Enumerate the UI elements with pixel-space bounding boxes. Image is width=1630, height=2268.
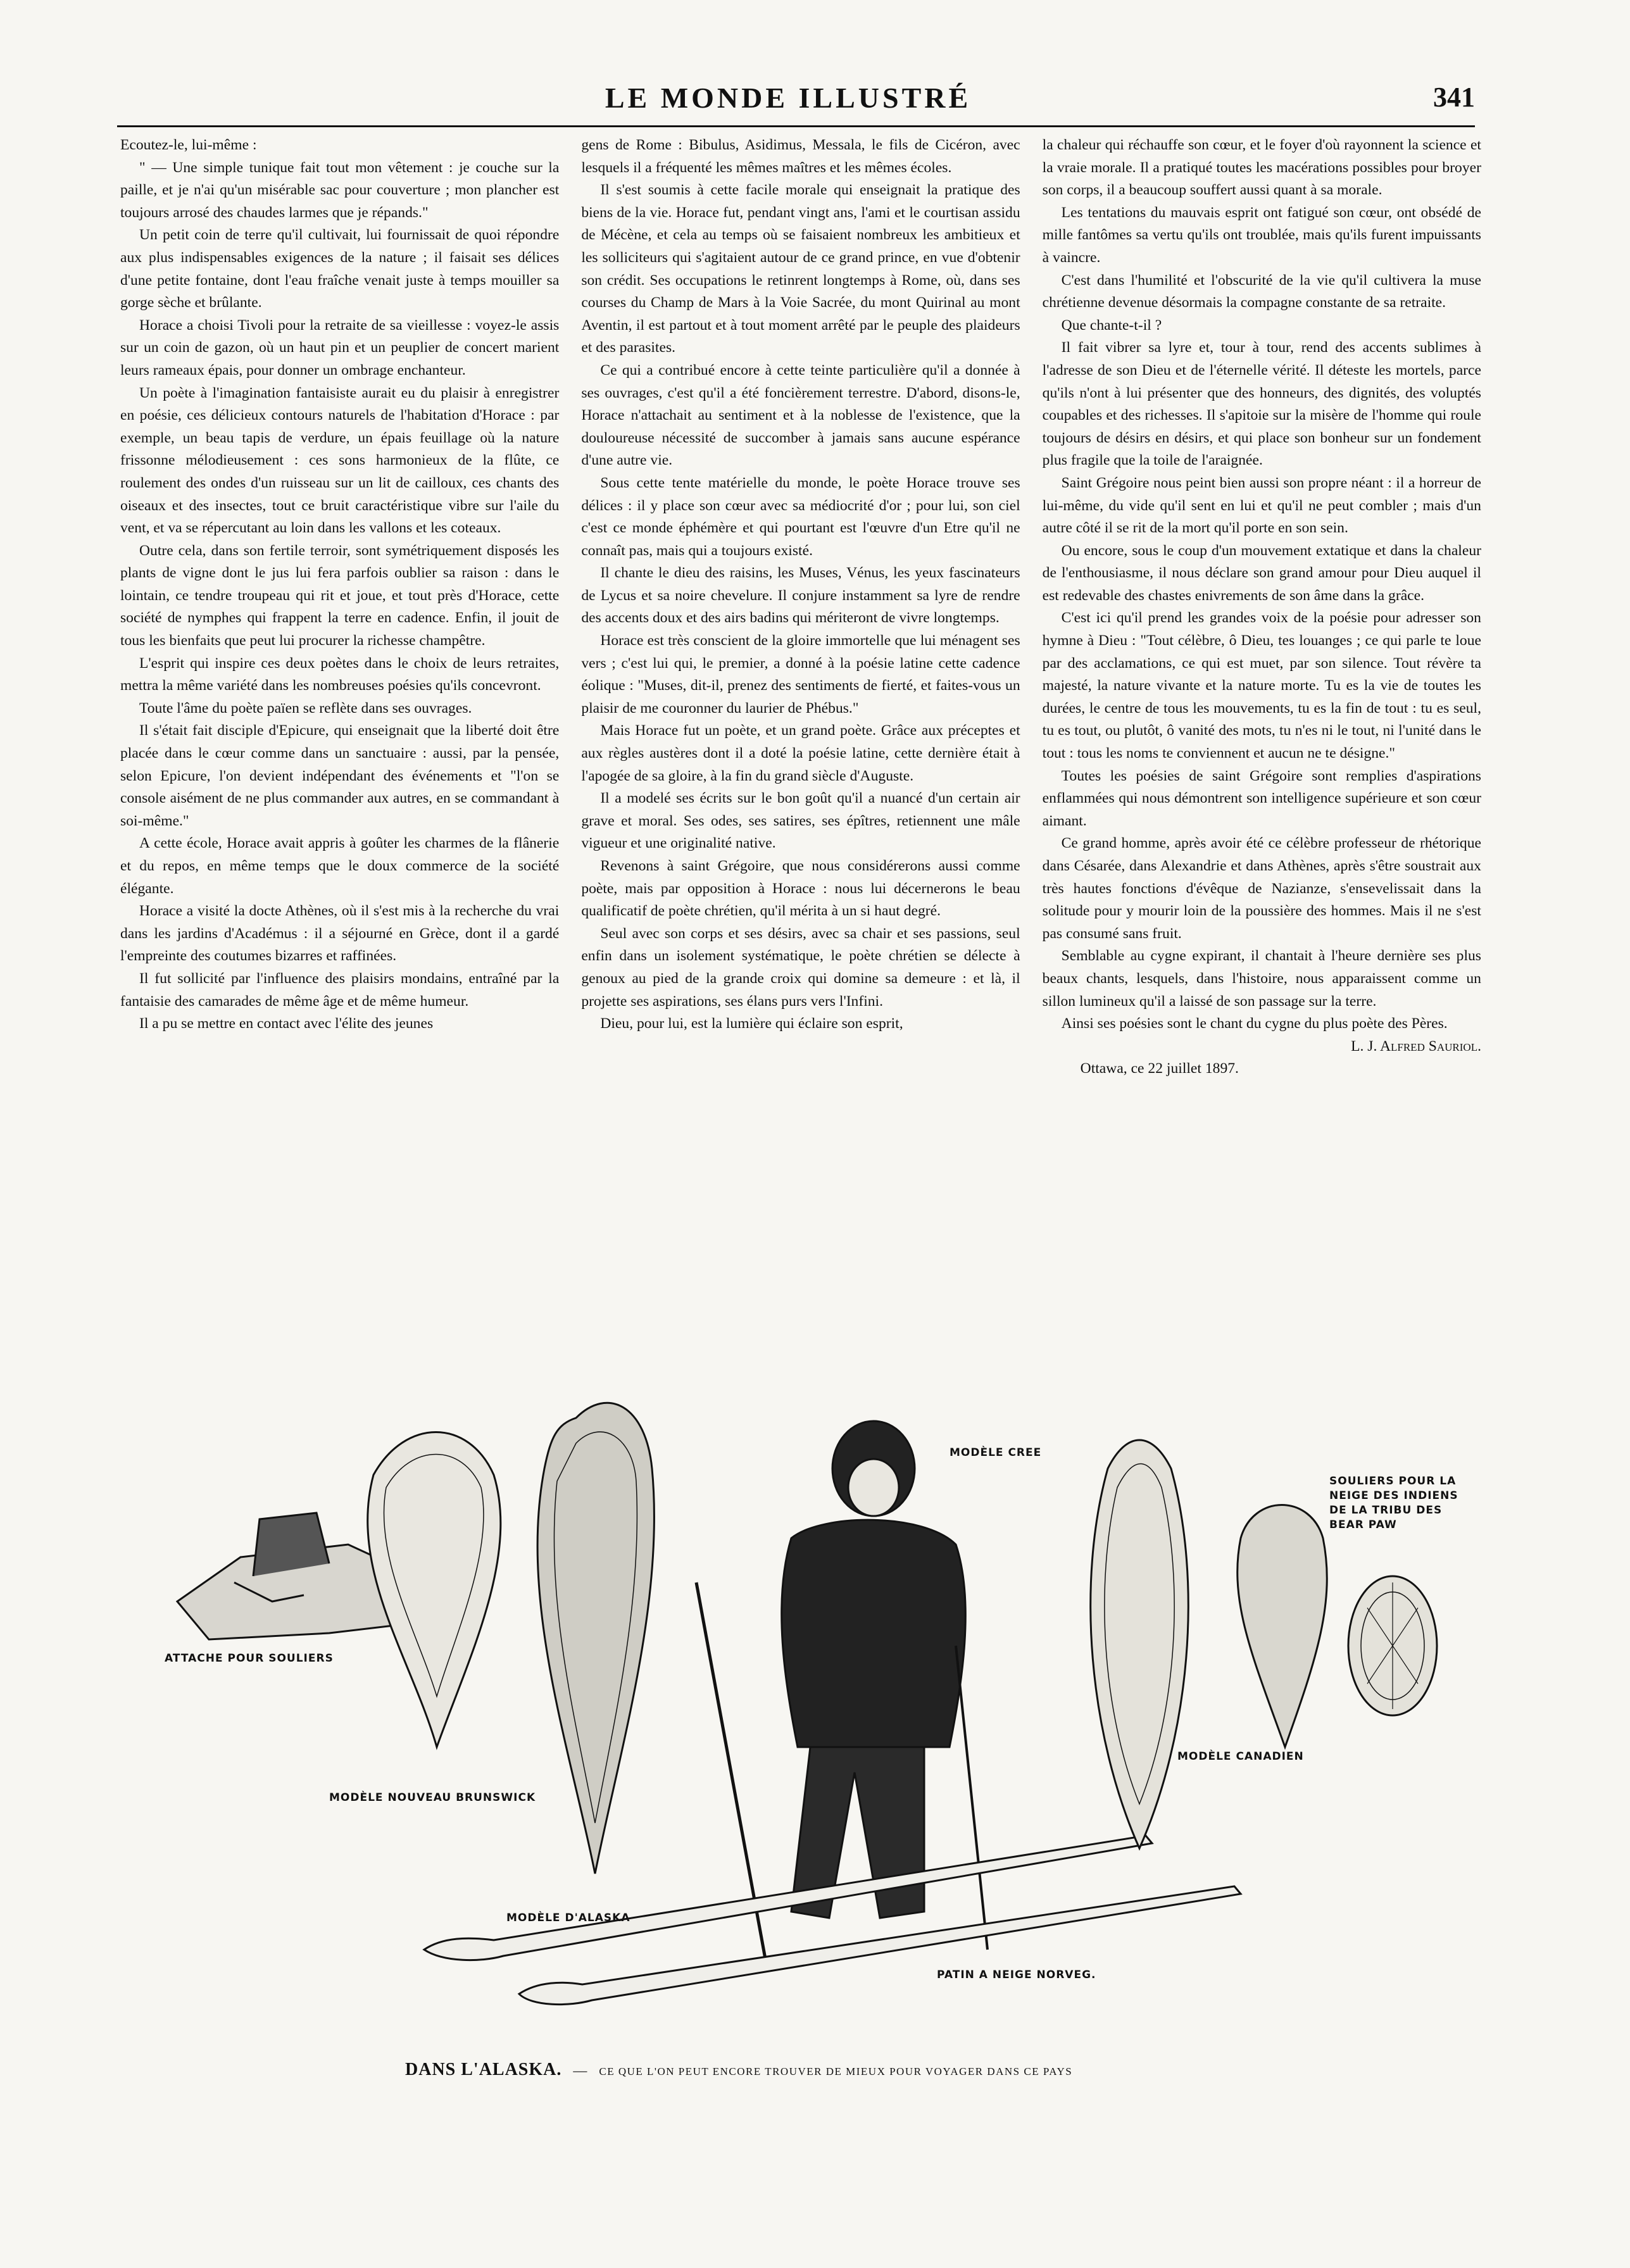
paragraph: A cette école, Horace avait appris à goûter les charmes de la flânerie et du repos, en même temps que le doux commerce de la société élégante. bbox=[120, 835, 560, 897]
dateline: Ottawa, ce 22 juillet 1897. bbox=[1080, 1060, 1239, 1077]
label-nouveau-brunswick: MODÈLE NOUVEAU BRUNSWICK bbox=[329, 1791, 536, 1804]
snowshoe-alaska-drawing bbox=[537, 1403, 654, 1874]
paragraph: Mais Horace fut un poète, et un grand poète. Grâce aux préceptes et aux règles austères dont il a doté la poésie latine, cette dernière était à l'apogée de sa gloire, à la fin du grand siècle d'Auguste. bbox=[581, 722, 1020, 784]
paragraph: Il fait vibrer sa lyre et, tour à tour, rend des accents sublimes à l'adresse de son Dieu et de l'éternelle vérité. Il déteste les mortels, parce qu'ils n'ont à lui présenter que des honneurs, des dignités, des voluptés coupables et des richesses. Il s'apitoie sur la misère de l'homme qui roule toujours de désirs en désirs, et qui place son bonheur sur un fondement plus fragile que la toile de l'araignée. bbox=[1042, 339, 1481, 469]
paragraph: L'esprit qui inspire ces deux poètes dans le choix de leurs retraites, mettra la même variété dans les nombreuses poésies qu'ils concevront. bbox=[120, 655, 560, 694]
column-3 bbox=[1043, 134, 1481, 1400]
snowshoe-nouveau-brunswick-drawing bbox=[368, 1432, 501, 1748]
label-cree: MODÈLE CREE bbox=[950, 1446, 1042, 1459]
paragraph: Il s'est soumis à cette facile morale qui enseignait la pratique des biens de la vie. Horace fut, pendant vingt ans, l'ami et le courtisan assidu de Mécène, et cela au temps où se faisaient nombreux les ambitieux et les solliciteurs qui s'agitaient autour de ce grand prince, en vue d'obtenir son crédit. Ses occupations le retinrent longtemps à Rome, où, dans ses courses du Champ de Mars à la Voie Sacrée, du mont Quirinal au mont Aventin, il est partout et à tout moment arrêté par le peuple des plaideurs et des parasites. bbox=[581, 182, 1020, 356]
caption-subtitle: CE QUE L'ON PEUT ENCORE TROUVER DE MIEUX POUR VOYAGER DANS CE PAYS bbox=[599, 2065, 1073, 2077]
paragraph: Saint Grégoire nous peint bien aussi son propre néant : il a horreur de lui-même, du vide qu'il sent en lui et qu'il ne peut combler ; mais d'un autre côté il se rit de la mort qu'il porte en son sein. bbox=[1042, 474, 1481, 537]
paragraph: Il chante le dieu des raisins, les Muses, Vénus, les yeux fascinateurs de Lycus et sa noire chevelure. Il conjure instamment sa lyre de rendre des accents doux et des airs badins qui mériteront de vivre longtemps. bbox=[581, 565, 1020, 627]
paragraph: Sous cette tente matérielle du monde, le poète Horace trouve ses délices : il y place son cœur avec sa médiocrité d'or ; pour lui, son ciel c'est ce monde éphémère et qui pourtant est l'œuvre d'un Etre qu'il ne connaît pas, mais qui a toujours existé. bbox=[581, 474, 1020, 559]
paragraph: Il a modelé ses écrits sur le bon goût qu'il a nuancé d'un certain air grave et moral. Ses odes, ses satires, ses épîtres, retiennent une mâle vigueur et une originalité native. bbox=[581, 790, 1020, 852]
snowshoe-bear-paw-drawing bbox=[1348, 1576, 1437, 1715]
caption-title: DANS L'ALASKA. bbox=[405, 2060, 562, 2079]
column-2 bbox=[581, 134, 1020, 1400]
paragraph: la chaleur qui réchauffe son cœur, et le foyer d'où rayonnent la science et la vraie morale. Il a pratiqué toutes les macérations possibles pour broyer son corps, il a beaucoup souffert aussi quant à sa morale. bbox=[1042, 137, 1481, 199]
column-1 bbox=[120, 134, 559, 1400]
skier-figure-drawing bbox=[696, 1421, 987, 1962]
page-number: 341 bbox=[1433, 82, 1475, 113]
label-bear-paw-4: BEAR PAW bbox=[1329, 1519, 1397, 1531]
paragraph: Il fut sollicité par l'influence des plaisirs mondains, entraîné par la fantaisie des camarades de même âge et de même humeur. bbox=[120, 970, 560, 1010]
author-signature: L. J. Alfred Sauriol. bbox=[1351, 1037, 1481, 1055]
illustration-caption bbox=[405, 2060, 1291, 2080]
label-attache: ATTACHE POUR SOULIERS bbox=[165, 1652, 334, 1665]
paragraph: Il a pu se mettre en contact avec l'élite des jeunes bbox=[139, 1015, 434, 1032]
page-header bbox=[101, 81, 1475, 119]
paragraph: Ecoutez-le, lui-même : bbox=[120, 137, 257, 153]
paragraph: Horace a visité la docte Athènes, où il s'est mis à la recherche du vrai dans les jardins d'Académus : il a séjourné en Grèce, dont il a gardé l'empreinte des coutumes bizarres et raffinées. bbox=[120, 903, 560, 965]
paragraph: Semblable au cygne expirant, il chantait à l'heure dernière ses plus beaux chants, lesquels, dans l'histoire, nous apparaissent comme un sillon lumineux qu'il a laissé de son passage sur la terre. bbox=[1042, 948, 1481, 1010]
paragraph: Toute l'âme du poète païen se reflète dans ses ouvrages. bbox=[139, 699, 472, 717]
paragraph: Ce grand homme, après avoir été ce célèbre professeur de rhétorique dans Césarée, dans Alexandrie et dans Athènes, après s'être soustrait aux très hautes fonctions d'évêque de Nazianze, s'ensevelissait dans la solitude pour y mourir loin de la poussière des hommes. Mais il ne s'est pas consumé sans fruit. bbox=[1042, 835, 1481, 942]
label-bear-paw-3: DE LA TRIBU DES bbox=[1329, 1504, 1443, 1517]
paragraph: " — Une simple tunique fait tout mon vêtement : je couche sur la paille, et je n'ai qu'un misérable sac pour couverture ; mon plancher est toujours arrosé des chaudes larmes que je répands." bbox=[120, 159, 560, 221]
snowshoe-canadien-drawing bbox=[1238, 1505, 1327, 1748]
label-bear-paw-2: NEIGE DES INDIENS bbox=[1329, 1489, 1458, 1502]
paragraph: Il s'était fait disciple d'Epicure, qui enseignait que la liberté doit être placée dans le cœur comme dans un sanctuaire : aussi, par la pensée, selon Epicure, l'on devient indépendant des événements et "l'on se console aisément de ne plus commander aux autres, en se commandant à soi-même." bbox=[120, 722, 560, 829]
label-canadien: MODÈLE CANADIEN bbox=[1177, 1750, 1304, 1763]
paragraph: Seul avec son corps et ses désirs, avec sa chair et ses passions, seul enfin dans un isolement systématique, le poète chrétien se délecte à genoux au pied de la grande croix qui domine sa demeure : et là, il projette ses aspirations, ses élans purs vers l'Infini. bbox=[581, 925, 1020, 1010]
label-patin: PATIN A NEIGE NORVEG. bbox=[937, 1969, 1096, 1981]
paragraph: Toutes les poésies de saint Grégoire sont remplies d'aspirations enflammées qui nous démontrent son intelligence supérieure et son cœur aimant. bbox=[1042, 767, 1481, 829]
snowshoe-cree-drawing bbox=[1091, 1440, 1189, 1848]
caption-dash: — bbox=[573, 2062, 588, 2078]
paragraph: Que chante-t-il ? bbox=[1061, 316, 1162, 334]
label-bear-paw-1: SOULIERS POUR LA bbox=[1329, 1475, 1457, 1488]
paragraph: Ce qui a contribué encore à cette teinte particulière qu'il a donnée à ses ouvrages, c'est qu'il a été foncièrement terrestre. D'abord, disons-le, Horace n'attachait au sentiment et à la noblesse de l'existence, que la douloureuse nécessité de succomber à jamais sans aucune espérance d'une autre vie. bbox=[581, 361, 1020, 469]
paragraph: Ainsi ses poésies sont le chant du cygne du plus poète des Pères. bbox=[1061, 1015, 1448, 1032]
newspaper-title: LE MONDE ILLUSTRÉ bbox=[605, 82, 972, 114]
paragraph: Horace a choisi Tivoli pour la retraite de sa vieillesse : voyez-le assis sur un coin de gazon, où un haut pin et un peuplier de concert marient leurs rameaux épais, pour donner un ombrage enchanteur. bbox=[120, 316, 560, 379]
article-body bbox=[120, 134, 1481, 1400]
paragraph: Ou encore, sous le coup d'un mouvement extatique et dans la chaleur de l'enthousiasme, il nous déclare son grand amour pour Dieu auquel il est redevable des chastes enivrements de son âme dans la grâce. bbox=[1042, 542, 1481, 604]
illustration-svg bbox=[139, 1393, 1481, 2026]
paragraph: Outre cela, dans son fertile terroir, sont symétriquement disposés les plants de vigne dont le jus lui fera parfois oublier sa raison : dans le lointain, ce tendre troupeau qui rit et joue, et tout près d'Horace, cette société de nymphes qui frappent la terre en cadence. Enfin, il jouit de tous les bienfaits que peut lui procurer la richesse champêtre. bbox=[120, 542, 560, 649]
paragraph: Dieu, pour lui, est la lumière qui éclaire son esprit, bbox=[600, 1015, 903, 1032]
paragraph: Un petit coin de terre qu'il cultivait, lui fournissait de quoi répondre aux plus indispensables exigences de la nature ; il faisait ses délices d'une petite fontaine, dont l'eau fraîche venait juste à temps mouiller sa gorge sèche et brûlante. bbox=[120, 227, 560, 311]
paragraph: Revenons à saint Grégoire, que nous considérerons aussi comme poète, mais par opposition à Horace : nous lui décernerons le beau qualificatif de poète chrétien, qu'il mérita à un si haut degré. bbox=[581, 858, 1020, 920]
paragraph: Horace est très conscient de la gloire immortelle que lui ménagent ses vers ; c'est lui qui, le premier, a donné à la poésie latine cette cadence éolique : "Muses, dit-il, prenez des sentiments de fierté, et faites-vous un plaisir de me couronner du laurier de Phébus." bbox=[581, 632, 1020, 717]
label-alaska: MODÈLE D'ALASKA bbox=[506, 1912, 630, 1924]
paragraph: gens de Rome : Bibulus, Asidimus, Messala, le fils de Cicéron, avec lesquels il a fréquenté les mêmes maîtres et les mêmes écoles. bbox=[581, 137, 1020, 176]
paragraph: C'est ici qu'il prend les grandes voix de la poésie pour adresser son hymne à Dieu : "Tout célèbre, ô Dieu, tes louanges ; ce qui parle te loue par des acclamations, ce qui est muet, par son silence. Tout révère ta majesté, la nature vivante et la nature morte. Tu es la vie de toutes les durées, le centre de tous les mouvements, tu es la fin de tout : tu es seul, tu es tout, ou plutôt, ô vanité des mots, tu n'es ni le tout, ni l'unité dans le tout : tous les noms te conviennent et aucun ne te désigne." bbox=[1042, 610, 1481, 762]
alaska-snowshoe-illustration bbox=[139, 1393, 1481, 2026]
paragraph: C'est dans l'humilité et l'obscurité de la vie qu'il cultivera la muse chrétienne devenue désormais la compagne constante de sa retraite. bbox=[1042, 272, 1481, 311]
header-rule bbox=[117, 125, 1475, 127]
paragraph: Un poète à l'imagination fantaisiste aurait eu du plaisir à enregistrer en poésie, ces délicieux contours naturels de l'habitation d'Horace : par exemple, un beau tapis de verdure, un épais feuillage où la nature frissonne mélodieusement : ces sons harmonieux de la flûte, ce roulement des ondes d'un ruisseau sur un lit de cailloux, ces chants des oiseaux et des insectes, tout ce bruit caractéristique vibre sur l'aile du vent, et va se répercutant au loin dans les vallons et les coteaux. bbox=[120, 384, 560, 537]
paragraph: Les tentations du mauvais esprit ont fatigué son cœur, ont obsédé de mille fantômes sa vertu qu'ils ont troublée, mais qu'ils furent impuissants à vaincre. bbox=[1042, 204, 1481, 266]
